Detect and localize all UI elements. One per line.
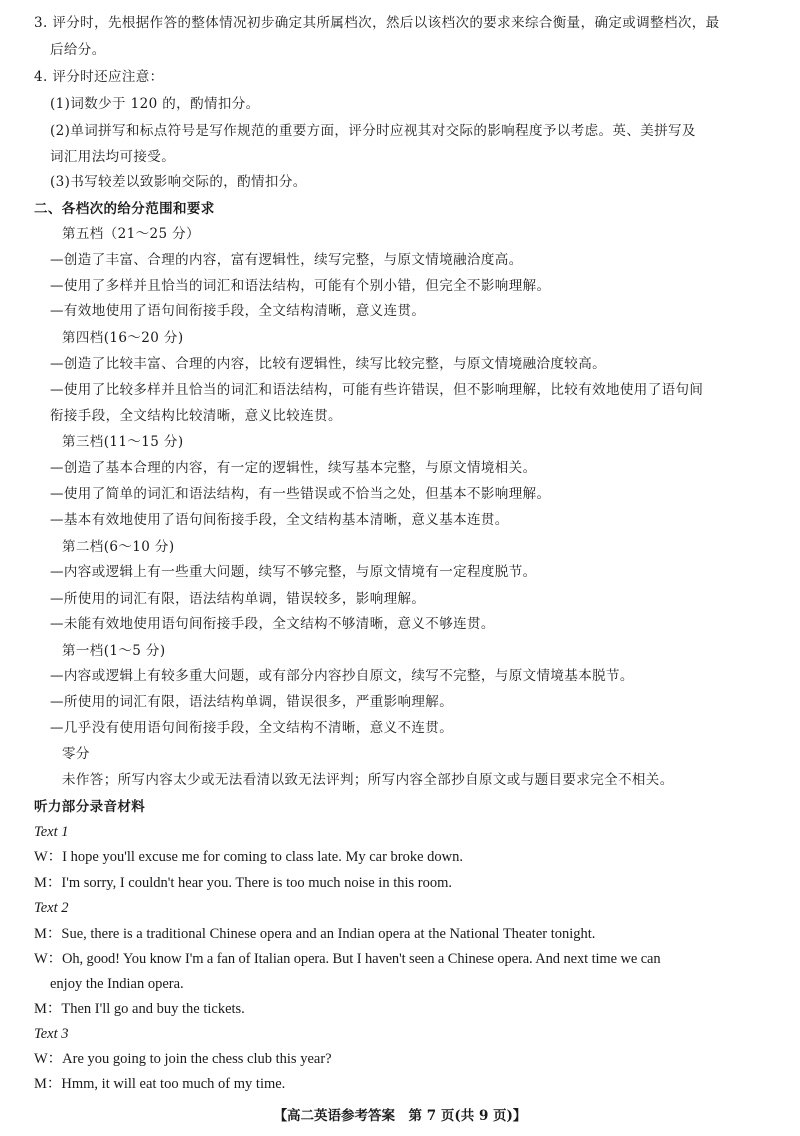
dialogue-line: W：Oh, good! You know I'm a fan of Italian opera. But I haven't seen a Chinese opera. And next time we can xyxy=(34,951,661,967)
text-line: —所使用的词汇有限，语法结构单调，错误较多，影响理解。 xyxy=(50,591,426,607)
text-label: Text 2 xyxy=(34,900,69,916)
text-line: —有效地使用了语句间衔接手段，全文结构清晰，意义连贯。 xyxy=(50,303,426,319)
text-line: —几乎没有使用语句间衔接手段，全文结构不清晰，意义不连贯。 xyxy=(50,720,454,736)
text-label: Text 1 xyxy=(34,824,69,840)
text-line: —内容或逻辑上有一些重大问题，续写不够完整，与原文情境有一定程度脱节。 xyxy=(50,564,537,580)
dialogue-line: M：Hmm, it will eat too much of my time. xyxy=(34,1076,286,1092)
dialogue-line: M：I'm sorry, I couldn't hear you. There is too much noise in this room. xyxy=(34,875,453,891)
level-heading: 第五档（21～25 分） xyxy=(62,226,200,242)
page-footer: 【高二英语参考答案 第 7 页(共 9 页)】 xyxy=(273,1108,527,1124)
text-line: 衔接手段，全文结构比较清晰，意义比较连贯。 xyxy=(50,408,342,424)
text-line: —使用了比较多样并且恰当的词汇和语法结构，可能有些许错误，但不影响理解，比较有效地使用了语句间 xyxy=(50,382,704,398)
text-line: 后给分。 xyxy=(50,42,106,58)
dialogue-line: M：Sue, there is a traditional Chinese opera and an Indian opera at the National Theater tonight. xyxy=(34,926,596,942)
text-line: —未能有效地使用语句间衔接手段，全文结构不够清晰，意义不够连贯。 xyxy=(50,616,495,632)
level-heading: 第三档(11～15 分) xyxy=(62,434,184,450)
text-line: (1)词数少于 120 的，酌情扣分。 xyxy=(50,96,260,112)
text-line: 4. 评分时还应注意： xyxy=(34,69,164,85)
text-line: (2)单词拼写和标点符号是写作规范的重要方面，评分时应视其对交际的影响程度予以考虑。英、美拼写及 xyxy=(50,123,696,139)
level-heading: 第一档(1～5 分) xyxy=(62,643,166,659)
section-heading: 听力部分录音材料 xyxy=(34,799,146,815)
text-line: (3)书写较差以致影响交际的，酌情扣分。 xyxy=(50,174,307,190)
text-line: —基本有效地使用了语句间衔接手段，全文结构基本清晰，意义基本连贯。 xyxy=(50,512,509,528)
text-line: —内容或逻辑上有较多重大问题，或有部分内容抄自原文，续写不完整，与原文情境基本脱节。 xyxy=(50,668,634,684)
text-label: Text 3 xyxy=(34,1026,69,1042)
text-line: —创造了丰富、合理的内容，富有逻辑性，续写完整，与原文情境融洽度高。 xyxy=(50,252,523,268)
text-line: —使用了多样并且恰当的词汇和语法结构，可能有个别小错，但完全不影响理解。 xyxy=(50,278,551,294)
text-line: 未作答；所写内容太少或无法看清以致无法评判；所写内容全部抄自原文或与题目要求完全不相关。 xyxy=(62,772,674,788)
dialogue-line: W：Are you going to join the chess club this year? xyxy=(34,1051,332,1067)
text-line: —使用了简单的词汇和语法结构，有一些错误或不恰当之处，但基本不影响理解。 xyxy=(50,486,551,502)
level-heading: 第二档(6～10 分) xyxy=(62,539,175,555)
text-line: —所使用的词汇有限，语法结构单调，错误很多，严重影响理解。 xyxy=(50,694,454,710)
level-heading: 零分 xyxy=(62,746,90,762)
text-line: 3. 评分时，先根据作答的整体情况初步确定其所属档次，然后以该档次的要求来综合衡量，确定或调整档次，最 xyxy=(34,15,720,31)
dialogue-line: W：I hope you'll excuse me for coming to class late. My car broke down. xyxy=(34,849,464,865)
section-heading: 二、各档次的给分范围和要求 xyxy=(34,201,215,217)
level-heading: 第四档(16～20 分) xyxy=(62,330,184,346)
dialogue-line: M：Then I'll go and buy the tickets. xyxy=(34,1001,245,1017)
text-line: —创造了比较丰富、合理的内容，比较有逻辑性，续写比较完整，与原文情境融洽度较高。 xyxy=(50,356,606,372)
text-line: —创造了基本合理的内容，有一定的逻辑性，续写基本完整，与原文情境相关。 xyxy=(50,460,537,476)
dialogue-line: enjoy the Indian opera. xyxy=(50,976,184,992)
text-line: 词汇用法均可接受。 xyxy=(50,149,176,165)
